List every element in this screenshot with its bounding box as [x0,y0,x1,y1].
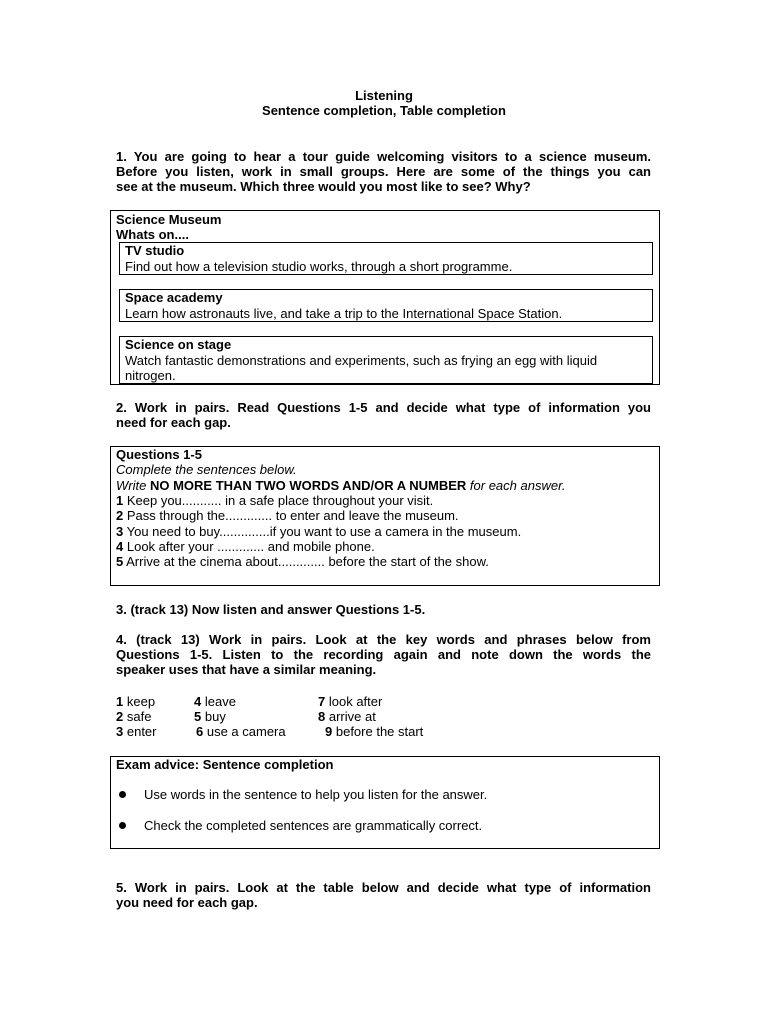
task-3: 3. (track 13) Now listen and answer Questions 1-5. [116,602,426,617]
museum-item-space-academy [119,289,653,322]
museum-item-title: Science on stage [125,337,232,352]
keyword-item: 4 leave [194,694,236,709]
question-num: 1 [116,493,124,508]
question-num: 4 [116,539,124,554]
question-num: 2 [116,508,124,523]
task-5 [116,880,651,910]
keyword-item: 7 look after [318,694,383,709]
exam-advice-title: Exam advice: Sentence completion [116,757,334,772]
task-1-line: 1. You are going to hear a tour guide welcoming visitors to a science museum. [116,149,651,164]
museum-subtitle: Whats on.... [116,227,189,242]
museum-item-desc: Watch fantastic demonstrations and experiments, such as frying an egg with liquid [125,353,598,368]
write-suffix: for each answer. [469,478,566,493]
task-1 [116,149,651,194]
task-4-line: Questions 1-5. Listen to the recording again and note down the words the [116,647,651,662]
task-5-line: 5. Work in pairs. Look at the table below and decide what type of information [116,880,651,895]
exam-advice-bullet: Use words in the sentence to help you listen for the answer. [144,787,488,802]
write-bold: NO MORE THAN TWO WORDS AND/OR A NUMBER [149,478,467,493]
question-item [116,554,489,569]
exam-advice-box [110,756,660,849]
museum-item-tv-studio [119,242,653,275]
museum-box [110,210,660,385]
write-prefix: Write [116,478,147,493]
keyword-item: 8 arrive at [318,709,376,724]
question-num: 5 [116,554,124,569]
keyword-item: 9 before the start [325,724,424,739]
page-subtitle: Sentence completion, Table completion [262,103,506,118]
task-4 [116,632,651,677]
question-text: Keep you........... in a safe place throughout your visit. [126,493,434,508]
museum-item-title: TV studio [125,243,185,258]
museum-item-title: Space academy [125,290,223,305]
question-text: Arrive at the cinema about............. before the start of the show. [126,554,489,569]
task-2-line: 2. Work in pairs. Read Questions 1-5 and decide what type of information you [116,400,651,415]
page-title: Listening [355,88,413,103]
keyword-item: 5 buy [194,709,226,724]
task-4-line: 4. (track 13) Work in pairs. Look at the key words and phrases below from [116,632,651,647]
keywords-list [116,694,656,740]
museum-item-desc: nitrogen. [125,368,176,383]
question-text: Look after your ............. and mobile phone. [126,539,375,554]
question-text: Pass through the............. to enter and leave the museum. [126,508,459,523]
bullet-icon [119,791,126,798]
bullet-icon [119,822,126,829]
museum-item-desc: Learn how astronauts live, and take a trip to the International Space Station. [125,306,563,321]
task-1-line: Before you listen, work in small groups. Here are some of the things you can [116,164,651,179]
task-1-line: see at the museum. Which three would you most like to see? Why? [116,179,531,194]
keyword-item: 1 keep [116,694,156,709]
keyword-item: 3 enter [116,724,157,739]
question-item [116,493,433,508]
task-2-line: need for each gap. [116,415,231,430]
question-item [116,524,521,539]
museum-item-desc: Find out how a television studio works, through a short programme. [125,259,513,274]
questions-instruction: Complete the sentences below. [116,462,297,477]
question-item [116,508,459,523]
keyword-item: 6 use a camera [196,724,286,739]
keyword-item: 2 safe [116,709,152,724]
museum-item-science-on-stage [119,336,653,384]
questions-title: Questions 1-5 [116,447,202,462]
task-4-line: speaker uses that have a similar meaning. [116,662,377,677]
task-5-line: you need for each gap. [116,895,258,910]
task-2 [116,400,651,430]
exam-advice-bullet: Check the completed sentences are grammatically correct. [144,818,483,833]
question-item [116,539,375,554]
question-num: 3 [116,524,124,539]
question-text: You need to buy..............if you want to use a camera in the museum. [126,524,522,539]
questions-write-instruction [116,478,566,493]
questions-box [110,446,660,586]
museum-title: Science Museum [116,212,222,227]
